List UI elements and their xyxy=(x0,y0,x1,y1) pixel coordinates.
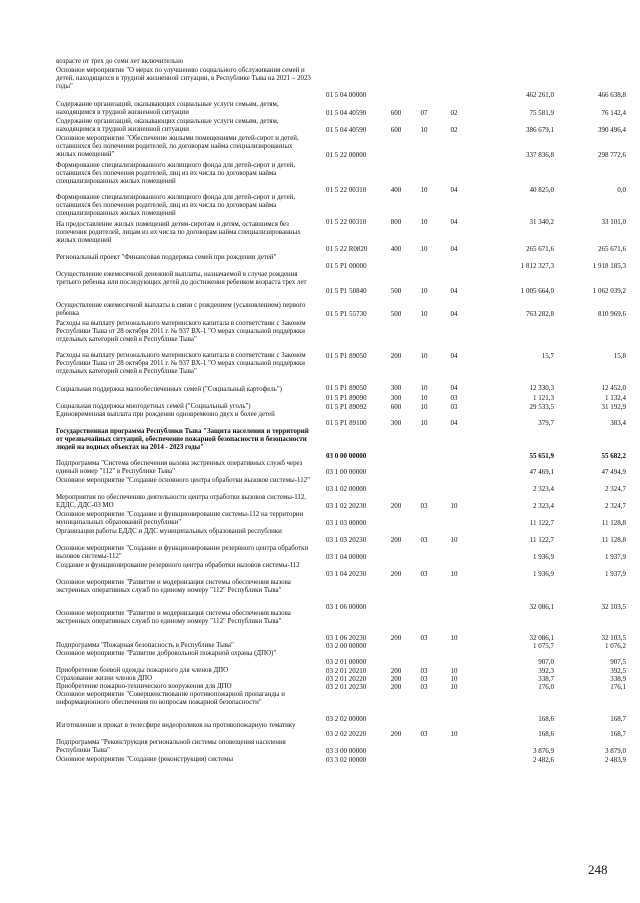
row-expense-type: 200 xyxy=(390,730,402,738)
row-expense-type: 200 xyxy=(390,634,402,642)
row-code: 01 5 P1 89050 xyxy=(326,384,367,392)
row-section: 03 xyxy=(420,730,428,738)
row-expense-type: 500 xyxy=(390,310,402,318)
row-code: 01 5 P1 50840 xyxy=(326,287,367,295)
row-sum-2022: 75 581,9 xyxy=(529,109,554,117)
row-name: Приобретение пожарно-технического вооружения для ДПО xyxy=(56,683,232,690)
row-sum-2023: 33 101,0 xyxy=(601,218,626,226)
row-code: 03 3 02 00000 xyxy=(326,756,367,764)
row-sum-2022: 2 323,4 xyxy=(533,502,554,510)
row-sum-2023: 466 638,8 xyxy=(598,91,626,99)
row-sum-2022: 12 330,3 xyxy=(529,384,554,392)
row-code: 03 2 02 00000 xyxy=(326,715,367,723)
row-sum-2022: 1 812 327,3 xyxy=(520,262,554,270)
row-section: 03 xyxy=(420,536,428,544)
row-sum-2023: 31 192,9 xyxy=(601,403,626,411)
row-name: На предоставление жилых помещений детям-сиротам и детям, оставшимся без попечения родителей, лицам из их числа по договорам найма специализированных жилых помещений xyxy=(56,221,301,245)
row-sum-2022: 338,7 xyxy=(538,675,554,683)
row-section: 10 xyxy=(420,384,428,392)
row-name: Мероприятия по обеспечению деятельности центра отработки вызовов системы-112, ЕДДС, ДДС-03 МО xyxy=(56,494,307,510)
row-sum-2023: 907,5 xyxy=(610,658,626,666)
row-name: Единовременная выплата при рождении одновременно двух и более детей xyxy=(56,411,275,418)
row-sum-2023: 1 937,9 xyxy=(605,553,626,561)
row-subsection: 04 xyxy=(450,310,458,318)
row-section: 10 xyxy=(420,186,428,194)
row-code: 03 1 03 20230 xyxy=(326,536,367,544)
row-name: Расходы на выплату регионального материнского капитала в соответствии с Законом Республики Тыва от 28 октября 2011 г. № 937 ВХ-1 "О мерах социальной поддержки отдельных категорий семей в Республике Тыва" xyxy=(56,320,306,344)
row-section: 10 xyxy=(420,126,428,134)
row-sum-2022: 11 122,7 xyxy=(529,536,554,544)
row-code: 01 5 P1 89100 xyxy=(326,419,367,427)
row-code: 01 5 P1 89092 xyxy=(326,403,367,411)
row-expense-type: 400 xyxy=(390,186,402,194)
row-subsection: 10 xyxy=(450,675,458,683)
row-sum-2023: 2 324,7 xyxy=(605,485,626,493)
row-name: Формирование специализированного жилищного фонда для детей-сирот и детей, оставшихся без попечения родителей, лиц из их числа по договорам найма специализированных жилых помещений xyxy=(56,162,296,186)
row-name: Основное мероприятие "Совершенствование противопожарной пропаганды и информационного обеспечения по вопросам пожарной безопасности" xyxy=(56,691,285,707)
row-sum-2023: 76 142,4 xyxy=(601,109,626,117)
row-section: 10 xyxy=(420,310,428,318)
row-section: 03 xyxy=(420,570,428,578)
row-code: 03 1 06 00000 xyxy=(326,603,367,611)
row-code: 01 5 P1 89050 xyxy=(326,352,367,360)
row-sum-2023: 15,8 xyxy=(613,352,626,360)
row-sum-2022: 31 340,2 xyxy=(529,218,554,226)
row-sum-2022: 32 086,1 xyxy=(529,634,554,642)
row-name: Изготовление и прокат в телесфире видеороликов на противопожарную тематику xyxy=(56,722,296,729)
row-code: 01 5 04 40590 xyxy=(326,126,367,134)
row-expense-type: 300 xyxy=(390,394,402,402)
row-code: 03 2 00 00000 xyxy=(326,642,367,650)
row-sum-2022: 176,0 xyxy=(538,683,554,691)
row-subsection: 04 xyxy=(450,419,458,427)
row-sum-2022: 3 876,9 xyxy=(533,747,554,755)
row-sum-2022: 1 005 664,0 xyxy=(520,287,554,295)
row-subsection: 10 xyxy=(450,683,458,691)
row-name: Основное мероприятие "Развитие и модернизация системы обеспечения вызова экстренных оперативных служб по единому номеру "112" Республики Тыва" xyxy=(56,610,291,626)
row-sum-2023: 32 103,5 xyxy=(601,634,626,642)
row-sum-2023: 265 671,6 xyxy=(598,245,626,253)
row-sum-2023: 0,0 xyxy=(617,186,626,194)
row-code: 03 2 01 20210 xyxy=(326,667,367,675)
row-section: 10 xyxy=(420,403,428,411)
row-subsection: 04 xyxy=(450,352,458,360)
row-sum-2022: 379,7 xyxy=(538,419,554,427)
row-name: Социальная поддержка многодетных семей ("Социальный уголь") xyxy=(56,403,251,410)
row-sum-2023: 168,7 xyxy=(610,715,626,723)
row-subsection: 02 xyxy=(450,109,458,117)
row-name: Основное мероприятие "Создание и функционирование резервного центра обработки вызовов системы-112" xyxy=(56,545,309,561)
row-code: 03 1 02 20230 xyxy=(326,502,367,510)
row-sum-2023: 383,4 xyxy=(610,419,626,427)
row-sum-2023: 168,7 xyxy=(610,730,626,738)
row-sum-2023: 1 918 185,3 xyxy=(592,262,626,270)
row-subsection: 02 xyxy=(450,126,458,134)
row-sum-2022: 29 533,5 xyxy=(529,403,554,411)
row-code: 01 5 04 00000 xyxy=(326,91,367,99)
row-code: 03 2 01 00000 xyxy=(326,658,367,666)
row-sum-2022: 55 651,9 xyxy=(529,452,554,460)
row-subsection: 10 xyxy=(450,634,458,642)
row-expense-type: 200 xyxy=(390,502,402,510)
row-name: Приобретение боевой одежды пожарного для членов ДПО xyxy=(56,667,229,674)
row-sum-2022: 1 936,9 xyxy=(533,553,554,561)
page-number: 248 xyxy=(588,862,608,877)
row-subsection: 10 xyxy=(450,667,458,675)
row-subsection: 04 xyxy=(450,245,458,253)
row-name: Социальная поддержка малообеспеченных семей ("Социальный картофель") xyxy=(56,386,282,393)
row-sum-2023: 55 682,2 xyxy=(601,452,626,460)
row-subsection: 03 xyxy=(450,403,458,411)
row-section: 03 xyxy=(420,683,428,691)
row-sum-2023: 11 128,8 xyxy=(601,536,626,544)
row-expense-type: 300 xyxy=(390,384,402,392)
row-expense-type: 600 xyxy=(390,403,402,411)
row-name: Формирование специализированного жилищного фонда для детей-сирот и детей, оставшихся без попечения родителей, лиц из их числа по договорам найма специализированных жилых помещений xyxy=(56,194,296,218)
row-sum-2023: 392,5 xyxy=(610,667,626,675)
row-expense-type: 200 xyxy=(390,352,402,360)
row-sum-2022: 32 086,1 xyxy=(529,603,554,611)
row-section: 03 xyxy=(420,502,428,510)
row-sum-2023: 3 879,0 xyxy=(605,747,626,755)
row-code: 03 3 00 00000 xyxy=(326,747,367,755)
row-expense-type: 400 xyxy=(390,245,402,253)
row-subsection: 10 xyxy=(450,502,458,510)
row-sum-2023: 810 969,6 xyxy=(598,310,626,318)
row-sum-2022: 386 679,1 xyxy=(526,126,554,134)
row-expense-type: 600 xyxy=(390,126,402,134)
row-subsection: 04 xyxy=(450,384,458,392)
row-sum-2023: 1 937,9 xyxy=(605,570,626,578)
row-sum-2023: 390 496,4 xyxy=(598,126,626,134)
row-sum-2022: 1 121,3 xyxy=(533,394,554,402)
row-name: Основное мероприятие "О мерах по улучшению социального обслуживания семей и детей, находящихся в трудной жизненной ситуации, в Республике Тыва на 2021 – 2023 годы" xyxy=(56,67,311,91)
row-sum-2022: 763 282,8 xyxy=(526,310,554,318)
row-code: 03 1 04 20230 xyxy=(326,570,367,578)
row-code: 03 1 00 00000 xyxy=(326,468,367,476)
row-name: Подпрограмма "Пожарная безопасность в Республике Тыва" xyxy=(56,642,234,649)
row-sum-2023: 176,1 xyxy=(610,683,626,691)
row-subsection: 04 xyxy=(450,218,458,226)
row-code: 03 1 03 00000 xyxy=(326,519,367,527)
row-sum-2022: 168,6 xyxy=(538,730,554,738)
row-sum-2023: 1 132,4 xyxy=(605,394,626,402)
row-sum-2022: 11 122,7 xyxy=(529,519,554,527)
row-code: 03 2 01 20230 xyxy=(326,683,367,691)
row-section: 10 xyxy=(420,218,428,226)
row-section: 03 xyxy=(420,667,428,675)
row-section: 03 xyxy=(420,634,428,642)
row-code: 01 5 P1 00000 xyxy=(326,262,367,270)
row-code: 01 5 22 00310 xyxy=(326,218,367,226)
row-sum-2022: 168,6 xyxy=(538,715,554,723)
row-name: Основное мероприятие "Развитие добровольной пожарной охраны (ДПО)" xyxy=(56,650,277,657)
row-sum-2023: 2 483,9 xyxy=(605,756,626,764)
row-section: 10 xyxy=(420,394,428,402)
row-name: Расходы на выплату регионального материнского капитала в соответствии с Законом Республики Тыва от 28 октября 2011 г. № 937 ВХ-1 "О мерах социальной поддержки отдельных категорий семей в Республике Тыва" xyxy=(56,352,306,376)
row-sum-2023: 12 452,0 xyxy=(601,384,626,392)
row-name: Содержание организаций, оказывающих социальные услуги семьям, детям, находящимся в трудной жизненной ситуации xyxy=(56,118,279,134)
row-expense-type: 300 xyxy=(390,419,402,427)
row-subsection: 10 xyxy=(450,536,458,544)
row-subsection: 03 xyxy=(450,394,458,402)
row-name: Организация работы ЕДДС и ДДС муниципальных образований республики xyxy=(56,528,282,535)
row-code: 03 0 00 00000 xyxy=(326,452,367,460)
row-sum-2022: 907,0 xyxy=(538,658,554,666)
row-code: 03 2 02 20220 xyxy=(326,730,367,738)
row-expense-type: 800 xyxy=(390,218,402,226)
row-expense-type: 600 xyxy=(390,109,402,117)
row-sum-2022: 47 469,1 xyxy=(529,468,554,476)
row-code: 03 1 02 00000 xyxy=(326,485,367,493)
row-name: Основное мероприятие "Создание основного центра обработки вызовов системы-112" xyxy=(56,477,310,484)
row-code: 01 5 22 00310 xyxy=(326,186,367,194)
row-name: Основное мероприятие "Обеспечение жилыми помещениями детей-сирот и детей, оставшихся без попечения родителей, по договорам найма специализированных жилых помещений" xyxy=(56,135,299,159)
row-sum-2022: 462 261,0 xyxy=(526,91,554,99)
row-subsection: 10 xyxy=(450,730,458,738)
row-sum-2023: 32 103,5 xyxy=(601,603,626,611)
row-section: 10 xyxy=(420,287,428,295)
row-sum-2022: 40 825,0 xyxy=(529,186,554,194)
row-subsection: 04 xyxy=(450,287,458,295)
row-sum-2023: 2 324,7 xyxy=(605,502,626,510)
row-name: Страхование жизни членов ДПО xyxy=(56,675,153,682)
row-code: 01 5 22 00000 xyxy=(326,151,367,159)
row-name: Основное мероприятие "Создание и функционирование системы-112 на территории муниципальных образований республики" xyxy=(56,511,304,527)
row-sum-2023: 11 128,8 xyxy=(601,519,626,527)
row-sum-2023: 1 062 039,2 xyxy=(592,287,626,295)
row-code: 03 2 01 20220 xyxy=(326,675,367,683)
row-sum-2022: 2 323,4 xyxy=(533,485,554,493)
row-subsection: 10 xyxy=(450,570,458,578)
row-code: 01 5 22 R0820 xyxy=(326,245,368,253)
row-section: 10 xyxy=(420,245,428,253)
row-expense-type: 200 xyxy=(390,667,402,675)
row-sum-2022: 1 075,7 xyxy=(533,642,554,650)
row-code: 01 5 P1 89090 xyxy=(326,394,367,402)
row-sum-2023: 298 772,6 xyxy=(598,151,626,159)
row-name: Осуществление ежемесячной денежной выплаты, назначаемой в случае рождения третьего ребенка или последующих детей до достижения ребенком возраста трех лет xyxy=(56,271,307,287)
row-sum-2023: 47 494,9 xyxy=(601,468,626,476)
row-name: Подпрограмма "Система обеспечения вызова экстренных оперативных служб через единый номер "112" в Республике Тыва" xyxy=(56,460,303,476)
row-code: 03 1 06 20230 xyxy=(326,634,367,642)
row-expense-type: 200 xyxy=(390,683,402,691)
row-section: 03 xyxy=(420,675,428,683)
row-code: 01 5 P1 55730 xyxy=(326,310,367,318)
row-sum-2022: 1 936,9 xyxy=(533,570,554,578)
row-name: Региональный проект "Финансовая поддержка семей при рождении детей" xyxy=(56,254,277,261)
row-sum-2022: 2 482,6 xyxy=(533,756,554,764)
row-name: Содержание организаций, оказывающих социальные услуги семьям, детям, находящимся в трудной жизненной ситуации xyxy=(56,101,279,117)
row-name: Государственная программа Республики Тыва "Защита населения и территорий от чрезвычайных ситуаций, обеспечение пожарной безопасности и безопасности людей на водных объектах на 2014 - 2023 годы" xyxy=(56,428,309,452)
row-name: возрасте от трех до семи лет включительно xyxy=(56,58,184,65)
row-section: 10 xyxy=(420,419,428,427)
row-name: Основное мероприятие "Создание (реконструкция) системы xyxy=(56,756,234,763)
row-name: Осуществление ежемесячной выплаты в связи с рождением (усыновлением) первого ребенка xyxy=(56,302,306,318)
row-name: Подпрограмма "Реконструкция региональной системы оповещения населения Республики Тыва" xyxy=(56,739,286,755)
row-sum-2023: 1 076,2 xyxy=(605,642,626,650)
row-section: 07 xyxy=(420,109,428,117)
row-expense-type: 200 xyxy=(390,675,402,683)
row-sum-2022: 15,7 xyxy=(541,352,554,360)
row-expense-type: 200 xyxy=(390,570,402,578)
row-sum-2022: 392,3 xyxy=(538,667,554,675)
row-sum-2022: 265 671,6 xyxy=(526,245,554,253)
row-code: 03 1 04 00000 xyxy=(326,553,367,561)
row-section: 10 xyxy=(420,352,428,360)
row-expense-type: 500 xyxy=(390,287,402,295)
row-subsection: 04 xyxy=(450,186,458,194)
row-sum-2022: 337 836,8 xyxy=(526,151,554,159)
row-expense-type: 200 xyxy=(390,536,402,544)
row-name: Основное мероприятие "Развитие и модернизация системы обеспечения вызова экстренных оперативных служб по единому номеру "112" Республики Тыва" xyxy=(56,579,291,595)
row-name: Создание и функционирование резервного центра обработки вызовов системы-112 xyxy=(56,562,300,569)
row-sum-2023: 338,9 xyxy=(610,675,626,683)
row-code: 01 5 04 40590 xyxy=(326,109,367,117)
